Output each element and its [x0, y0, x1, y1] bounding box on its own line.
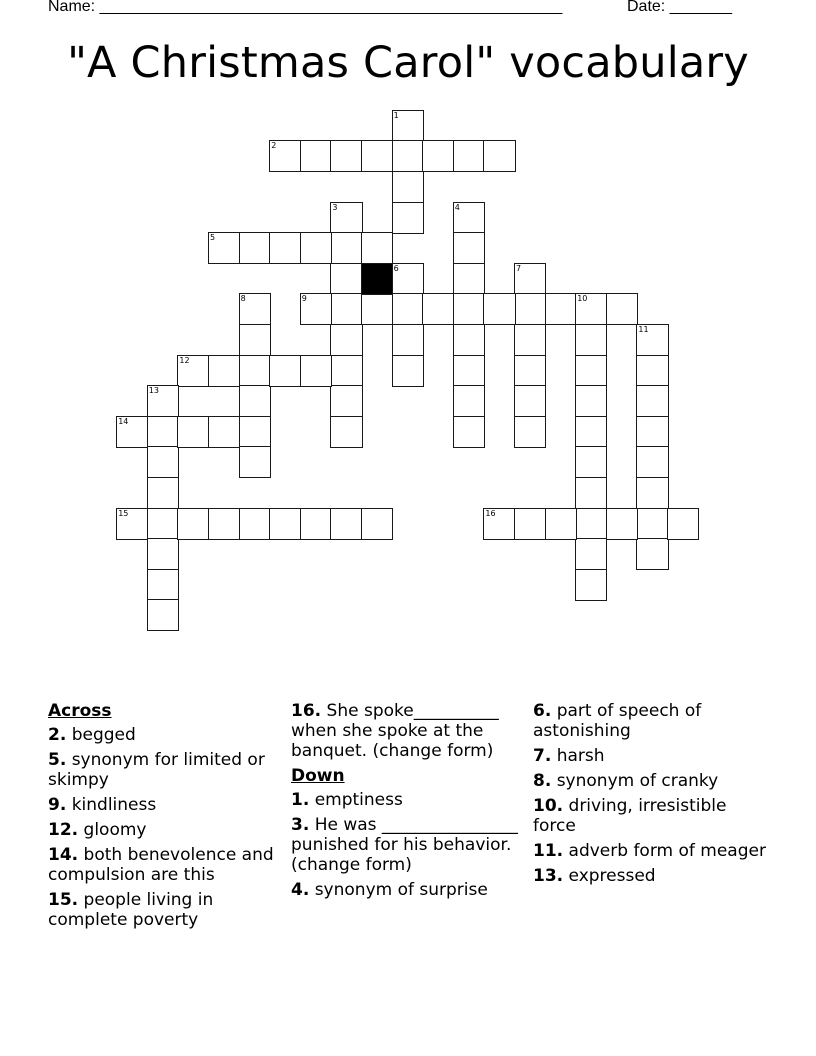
grid-cell[interactable] [330, 508, 362, 540]
grid-cell[interactable] [361, 140, 393, 172]
grid-cell[interactable] [147, 569, 179, 601]
grid-cell[interactable] [453, 140, 485, 172]
grid-cell[interactable] [330, 355, 362, 387]
grid-cell[interactable] [575, 477, 607, 509]
grid-cell[interactable] [392, 263, 424, 295]
grid-cell[interactable] [116, 416, 148, 448]
clue-number-label: 1 [393, 110, 399, 120]
grid-cell[interactable] [575, 416, 607, 448]
grid-cell[interactable] [575, 569, 607, 601]
clue-number-label: 14 [118, 416, 129, 426]
grid-cell[interactable] [208, 416, 240, 448]
across-heading: Across [48, 701, 112, 721]
clue-number: 2. [48, 725, 67, 745]
clues-column-3 [533, 701, 773, 891]
grid-cell[interactable] [239, 416, 271, 448]
clue-text: part of speech of astonishing [533, 701, 702, 741]
clue-down-8 [533, 771, 773, 791]
grid-cell[interactable] [514, 355, 546, 387]
grid-cell[interactable] [453, 416, 485, 448]
grid-cell[interactable] [392, 324, 424, 356]
clue-down-10 [533, 796, 773, 836]
clue-number-label: 6 [393, 263, 399, 273]
clue-number-label: 12 [179, 355, 190, 365]
clue-number: 4. [291, 880, 310, 900]
clue-across-15 [48, 890, 278, 930]
grid-cell[interactable] [636, 416, 668, 448]
grid-cell[interactable] [453, 385, 485, 417]
clue-across-9 [48, 795, 278, 815]
grid-cell[interactable] [147, 446, 179, 478]
clue-number: 12. [48, 820, 79, 840]
grid-cell[interactable] [453, 232, 485, 264]
grid-cell[interactable] [147, 538, 179, 570]
clue-number-label: 11 [638, 324, 649, 334]
grid-cell[interactable] [269, 232, 301, 264]
clue-number: 15. [48, 890, 79, 910]
grid-cell[interactable] [147, 385, 179, 417]
clue-number-label: 16 [485, 508, 496, 518]
grid-cell[interactable] [330, 324, 362, 356]
grid-cell[interactable] [361, 293, 393, 325]
clue-across-2 [48, 725, 278, 745]
clue-text: begged [66, 725, 136, 745]
clue-text: adverb form of meager [563, 841, 766, 861]
clue-number-label: 13 [148, 386, 159, 396]
clue-text: driving, irresistible force [533, 796, 727, 836]
grid-cell[interactable] [239, 355, 271, 387]
clue-number-label: 5 [210, 233, 216, 243]
grid-cell[interactable] [453, 293, 485, 325]
clue-down-13 [533, 866, 773, 886]
page-title: "A Christmas Carol" vocabulary [67, 38, 749, 88]
clue-text: expressed [563, 866, 656, 886]
clue-text: He was ________________ punished for his behavior. (change form) [291, 815, 518, 875]
clue-number: 10. [533, 796, 564, 816]
grid-cell[interactable] [208, 355, 240, 387]
clue-number: 1. [291, 790, 310, 810]
grid-cell[interactable] [606, 293, 638, 325]
clue-text: people living in complete poverty [48, 890, 214, 930]
clue-across-12 [48, 820, 278, 840]
grid-cell[interactable] [453, 202, 485, 234]
grid-cell[interactable] [330, 293, 362, 325]
grid-cell[interactable] [514, 508, 546, 540]
clue-text: both benevolence and compulsion are this [48, 845, 274, 885]
grid-cell[interactable] [636, 446, 668, 478]
clue-number-label: 7 [516, 263, 522, 273]
clue-number-label: 9 [301, 294, 307, 304]
grid-cell[interactable] [392, 140, 424, 172]
grid-cell[interactable] [177, 355, 209, 387]
grid-cell[interactable] [269, 508, 301, 540]
grid-cell[interactable] [575, 324, 607, 356]
grid-cell[interactable] [422, 140, 454, 172]
clue-text: kindliness [66, 795, 157, 815]
clue-text: synonym of surprise [309, 880, 488, 900]
grid-cell[interactable] [147, 508, 179, 540]
clue-number: 14. [48, 845, 79, 865]
grid-cell[interactable] [239, 385, 271, 417]
grid-cell[interactable] [575, 508, 607, 540]
grid-cell[interactable] [514, 385, 546, 417]
grid-cell[interactable] [453, 263, 485, 295]
grid-cell[interactable] [300, 355, 332, 387]
clue-text: gloomy [78, 820, 147, 840]
grid-cell[interactable] [514, 263, 546, 295]
clue-down-1 [291, 790, 523, 810]
grid-cell[interactable] [545, 293, 577, 325]
grid-cell[interactable] [483, 293, 515, 325]
clue-number: 13. [533, 866, 564, 886]
down-heading: Down [291, 766, 345, 786]
grid-cell[interactable] [392, 293, 424, 325]
clue-text: harsh [551, 746, 605, 766]
grid-cell[interactable] [269, 355, 301, 387]
clue-number-label: 10 [577, 294, 588, 304]
clue-down-4 [291, 880, 523, 900]
clue-number: 9. [48, 795, 67, 815]
clue-text: synonym of cranky [551, 771, 719, 791]
grid-cell[interactable] [300, 232, 332, 264]
grid-cell[interactable] [330, 232, 362, 264]
grid-cell[interactable] [239, 446, 271, 478]
grid-cell[interactable] [483, 140, 515, 172]
grid-cell[interactable] [575, 385, 607, 417]
grid-cell[interactable] [667, 508, 699, 540]
clue-number-label: 2 [271, 141, 277, 151]
grid-cell[interactable] [330, 140, 362, 172]
grid-cell[interactable] [514, 324, 546, 356]
grid-cell[interactable] [453, 324, 485, 356]
grid-cell[interactable] [330, 263, 362, 295]
grid-cell[interactable] [636, 477, 668, 509]
clue-text: synonym for limited or skimpy [48, 750, 265, 790]
grid-cell[interactable] [147, 477, 179, 509]
grid-cell[interactable] [330, 385, 362, 417]
grid-cell[interactable] [392, 355, 424, 387]
grid-cell[interactable] [208, 232, 240, 264]
clue-number: 6. [533, 701, 552, 721]
grid-cell[interactable] [392, 202, 424, 234]
clue-number: 3. [291, 815, 310, 835]
clue-across-14 [48, 845, 278, 885]
grid-cell[interactable] [636, 538, 668, 570]
grid-cell[interactable] [239, 293, 271, 325]
grid-cell[interactable] [208, 508, 240, 540]
grid-cell[interactable] [453, 355, 485, 387]
clue-down-6 [533, 701, 773, 741]
clue-number-label: 4 [454, 202, 460, 212]
grid-cell[interactable] [636, 355, 668, 387]
grid-cell[interactable] [177, 508, 209, 540]
name-field[interactable]: Name: ____________________________________________________ [48, 0, 563, 15]
grid-cell[interactable] [300, 508, 332, 540]
clue-text: She spoke__________ when she spoke at the banquet. (change form) [291, 701, 499, 761]
grid-cell[interactable] [239, 508, 271, 540]
grid-cell[interactable] [147, 416, 179, 448]
grid-cell[interactable] [575, 446, 607, 478]
clue-number: 11. [533, 841, 564, 861]
grid-cell[interactable] [239, 232, 271, 264]
clue-down-7 [533, 746, 773, 766]
clue-across-5 [48, 750, 278, 790]
grid-cell[interactable] [514, 293, 546, 325]
clue-number: 7. [533, 746, 552, 766]
grid-cell[interactable] [545, 508, 577, 540]
grid-cell[interactable] [300, 293, 332, 325]
grid-cell[interactable] [636, 324, 668, 356]
black-cell [361, 263, 393, 295]
clue-across-16 [291, 701, 523, 761]
clue-text: emptiness [309, 790, 403, 810]
date-field[interactable]: Date: _______ [627, 0, 732, 15]
grid-cell[interactable] [575, 538, 607, 570]
clue-number: 8. [533, 771, 552, 791]
grid-cell[interactable] [422, 293, 454, 325]
grid-cell[interactable] [361, 232, 393, 264]
grid-cell[interactable] [575, 293, 607, 325]
grid-cell[interactable] [606, 508, 638, 540]
grid-cell[interactable] [361, 508, 393, 540]
grid-cell[interactable] [392, 171, 424, 203]
grid-cell[interactable] [269, 140, 301, 172]
grid-cell[interactable] [575, 355, 607, 387]
grid-cell[interactable] [330, 416, 362, 448]
clue-down-3 [291, 815, 523, 875]
grid-cell[interactable] [177, 416, 209, 448]
grid-cell[interactable] [514, 416, 546, 448]
clue-down-11 [533, 841, 773, 861]
clue-number: 16. [291, 701, 322, 721]
clue-number-label: 15 [118, 508, 129, 518]
clues-column-2 [291, 701, 523, 905]
clues-column-1 [48, 701, 278, 935]
grid-cell[interactable] [330, 202, 362, 234]
grid-cell[interactable] [636, 508, 668, 540]
grid-cell[interactable] [483, 508, 515, 540]
grid-cell[interactable] [636, 385, 668, 417]
grid-cell[interactable] [147, 599, 179, 631]
clue-number-label: 8 [240, 294, 246, 304]
grid-cell[interactable] [239, 324, 271, 356]
grid-cell[interactable] [300, 140, 332, 172]
grid-cell[interactable] [392, 110, 424, 142]
clue-number-label: 3 [332, 202, 338, 212]
clue-number: 5. [48, 750, 67, 770]
grid-cell[interactable] [116, 508, 148, 540]
